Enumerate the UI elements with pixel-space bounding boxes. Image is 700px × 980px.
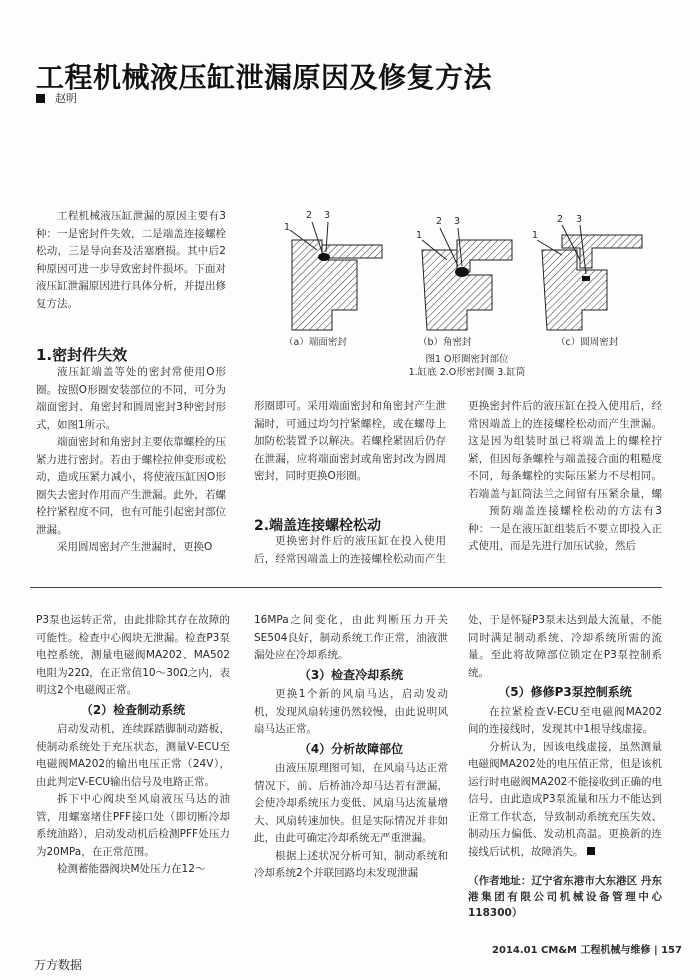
fig-b-num-3: 3	[454, 216, 461, 227]
article-title: 工程机械液压缸泄漏原因及修复方法	[36, 61, 493, 94]
lower-c1-p2: 拆下中心阀块至风扇液压马达的油管，用螺塞堵住PFF接口处（即切断冷却系统油路），启动发动机后检测PFF处压力为20MPa，在正常范围。	[36, 793, 230, 858]
lower-c3-p0: 处，于是怀疑P3泵未达到最大流量，不能同时满足制动系统、冷却系统所需的流量。至此将故障部位锁定在P3泵控制系统。	[468, 614, 662, 679]
section2-p1-cont: 更换密封件后的液压缸在投入使用后，经常因端盖上的连接螺栓松动而产生泄漏。这是因为组装时虽已将端盖上的螺栓拧紧，但因每条螺栓与端盖接合面的粗糙度不同，每条螺栓的实际压紧力不尽相同。若端盖与缸筒法兰之间留有压紧余量，螺	[468, 400, 662, 500]
fig-label-c: （c）圆周密封	[556, 337, 619, 348]
section2-col2	[254, 533, 446, 568]
section-divider	[30, 587, 662, 588]
section1-col1	[36, 364, 226, 557]
diagram-c-circumferential-seal	[537, 225, 642, 330]
section1-p1: 液压缸端盖等处的密封常使用O形圈。按照O形圈安装部位的不同，可分为端面密封、角密封和圆周密封3种密封形式，如图1所示。	[36, 366, 226, 431]
section1-heading: 1.密封件失效	[36, 346, 128, 364]
lower-c3-p2: 分析认为，因该电线虚接，虽然测量电磁阀MA202处的电压值正常，但是该机运行时电磁阀MA202不能接收到正确的电信号，由此造成P3泵流量和压力不能达到正常工作状态，导致制动系统充压失效、制动压力偏低、发动机高温。更换新的连接线后试机，故障消失。	[468, 740, 662, 858]
section1-p2: 端面密封和角密封主要依靠螺栓的压紧力进行密封。若由于螺栓拉伸变形或松动，造成压紧力减小，将使液压缸因O形圈失去密封作用而产生泄漏。此外，若螺栓拧紧程度不同，也有可能引起密封部位泄漏。	[36, 436, 226, 536]
fig-a-num-1: 1	[284, 222, 291, 233]
lower-col1	[36, 612, 230, 879]
diagram-a-end-face-seal	[290, 222, 382, 330]
fig-a-num-2: 2	[306, 210, 313, 221]
section2-heading: 2.端盖连接螺栓松动	[254, 518, 382, 534]
lower-c2-p3: 根据上述状况分析可知，制动系统和冷却系统2个并联回路均未发现泄漏	[254, 849, 448, 879]
author-line	[36, 90, 77, 106]
fig-b-num-2: 2	[436, 216, 443, 227]
heading-analyze-fault: （4）分析故障部位	[298, 741, 404, 756]
author-address: （作者地址：辽宁省东港市大东港区 丹东港集团有限公司机械设备管理中心 118300）	[468, 875, 662, 919]
fig-b-num-1: 1	[416, 230, 423, 241]
square-bullet-icon	[36, 94, 45, 103]
lower-c2-p1: 更换1个新的风扇马达，启动发动机，发现风扇转速仍然较慢，由此说明风扇马达正常。	[254, 688, 448, 735]
page-footer: 2014.01 CM&M 工程机械与维修 | 157	[492, 945, 682, 956]
fig-c-num-2: 2	[557, 214, 564, 225]
figure-1	[262, 200, 672, 380]
diagram-b-corner-seal	[422, 228, 512, 330]
section2-col3	[468, 398, 662, 556]
lower-c3-p1: 在拉紧检查V-ECU至电磁阀MA202间的连接线时，发现其中1根导线虚接。	[468, 705, 662, 735]
lower-c2-p0: 16MPa之间变化，由此判断压力开关SE504良好，制动系统工作正常，油液泄漏处应在冷却系统。	[254, 614, 448, 661]
section2-p2: 预防端盖连接螺栓松动的方法有3种：一是在液压缸组装后不要立即投入正式使用，而是先进行加压试验，然后	[468, 505, 662, 552]
lower-c2-p2: 由液压原理图可知，在风扇马达正常情况下，前、后桥油冷却马达若有泄漏，会使冷却系统压力变低、风扇马达流量增大、风扇转速加快。但是实际情况并非如此，由此可确定冷却系统无严重泄漏。	[254, 762, 448, 844]
heading-check-cooling: （3）检查冷却系统	[298, 667, 404, 682]
fig-a-num-3: 3	[324, 210, 331, 221]
lower-c1-p3: 检测蓄能器阀块M处压力在12～	[57, 863, 206, 875]
section2-p1-start: 更换密封件后的液压缸在投入使用后，经常因端盖上的连接螺栓松动而产生	[254, 535, 446, 565]
lower-c1-p0: P3泵也运转正常，由此排除其存在故障的可能性。检查中心阀块无泄漏。检查P3泵电控系统，测量电磁阀MA202、MA502电阻为22Ω，在正常值10～30Ω之内，表明这2个电磁阀正常。	[36, 614, 230, 696]
section1-col2	[254, 398, 446, 486]
fig-c-num-3: 3	[576, 214, 583, 225]
figure-legend: 1.缸底 2.O形密封圈 3.缸筒	[408, 367, 526, 378]
fig-label-a: （a）端面密封	[284, 337, 347, 348]
source-brand: 万方数据	[34, 958, 83, 972]
lower-c1-p1: 启动发动机，连续踩踏脚制动踏板，使制动系统处于充压状态，测量V-ECU至电磁阀MA202的输出电压正常（24V），由此判定V-ECU输出信号及电路正常。	[36, 723, 230, 788]
lower-col2	[254, 612, 448, 883]
author-name: 赵明	[55, 92, 77, 105]
heading-check-brake: （2）检查制动系统	[80, 702, 186, 717]
lower-c3-p2-wrap	[468, 739, 662, 862]
lower-col3	[468, 612, 662, 921]
heading-repair-pump: （5）修修P3泵控制系统	[498, 685, 632, 699]
intro-text: 工程机械液压缸泄漏的原因主要有3种：一是密封件失效，二是端盖连接螺栓松动，三是导向套及活塞磨损。其中后2种原因可进一步导致密封件损坏。下面对液压缸泄漏原因进行具体分析，并提出修复方法。	[36, 210, 226, 310]
intro-paragraph	[36, 208, 226, 313]
end-mark-icon	[587, 847, 595, 855]
section1-p3-cont: 形圈即可。采用端面密封和角密封产生泄漏时，可通过均匀拧紧螺栓，或在螺母上加防松装置予以解决。若螺栓紧固后仍存在泄漏，应将端面密封或角密封改为圆周密封，同时更换O形圈。	[254, 400, 446, 482]
figure-caption: 图1 O形圈密封部位	[425, 354, 509, 365]
fig-c-num-1: 1	[532, 230, 539, 241]
section1-p3: 采用圆周密封产生泄漏时，更换O	[57, 541, 213, 553]
fig-label-b: （b）角密封	[418, 337, 472, 348]
